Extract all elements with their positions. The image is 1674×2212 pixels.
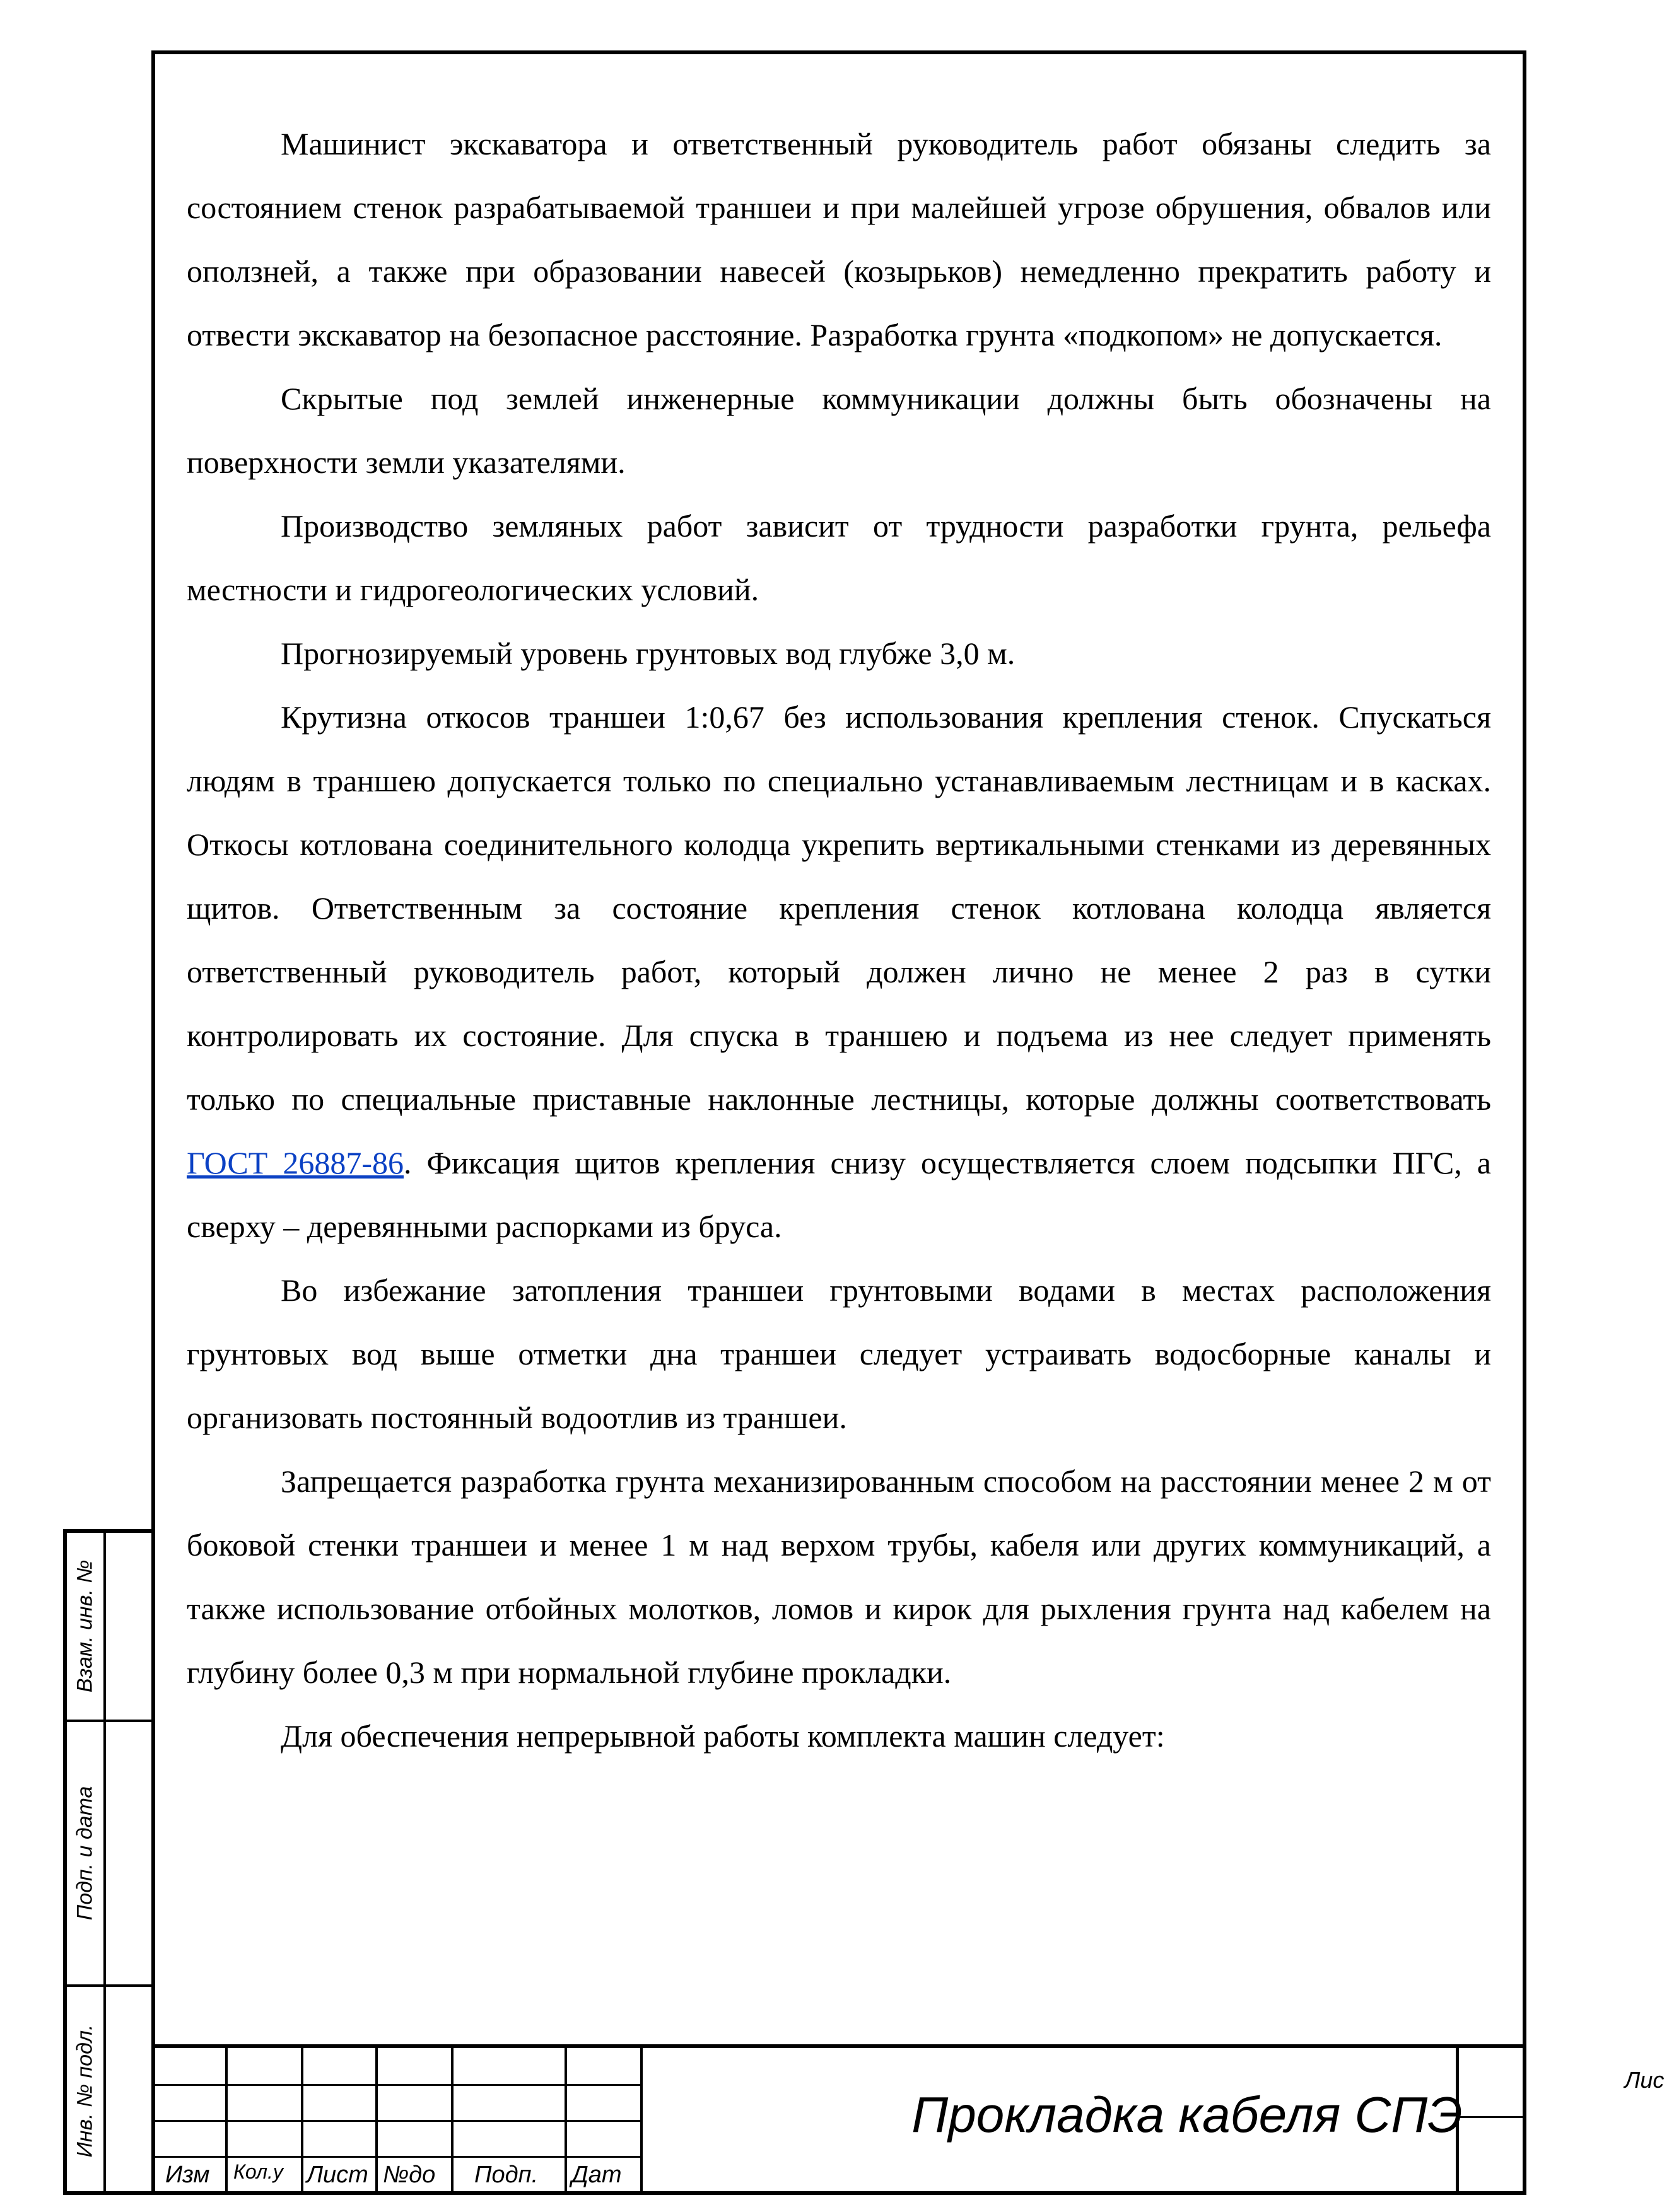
col-list: Лист <box>307 2162 368 2188</box>
paragraph-3: Производство земляных работ зависит от трудности разработки грунта, рельефа местности и гидрогеологических условий. <box>187 508 1491 607</box>
paragraph-4: Прогнозируемый уровень грунтовых вод глубже 3,0 м. <box>281 636 1016 671</box>
side-label-podp-data: Подп. и дата <box>73 1786 97 1921</box>
col-podp: Подп. <box>474 2162 539 2188</box>
side-cell-inv <box>67 1987 151 2195</box>
title-block <box>151 2044 1665 2195</box>
col-izm: Изм <box>165 2162 210 2188</box>
paragraph-6: Во избежание затопления траншеи грунтовыми водами в местах расположения грунтовых вод выше отметки дна траншеи следует устраивать водосборные каналы и организовать постоянный водоотлив из траншеи. <box>187 1272 1491 1435</box>
side-cell-vzam <box>67 1533 151 1722</box>
paragraph-7: Запрещается разработка грунта механизированным способом на расстоянии менее 2 м от боковой стенки траншеи и менее 1 м над верхом трубы, кабеля или других коммуникаций, а также использование отбойных молотков, ломов и кирок для рыхления грунта над кабелем на глубину более 0,3 м при нормальной глубине прокладки. <box>187 1464 1491 1690</box>
sheet-label: Лис <box>1624 2067 1665 2093</box>
paragraph-2: Скрытые под землей инженерные коммуникации должны быть обозначены на поверхности земли указателями. <box>187 381 1491 480</box>
document-title: Прокладка кабеля СПЭ <box>911 2087 1463 2143</box>
paragraph-8: Для обеспечения непрерывной работы комплекта машин следует: <box>281 1718 1165 1754</box>
gost-link[interactable]: ГОСТ 26887-86 <box>187 1145 404 1180</box>
side-stamp <box>63 1529 151 2195</box>
side-label-vzam-inv: Взам. инв. № <box>73 1559 97 1693</box>
side-label-inv-podl: Инв. № подл. <box>73 2024 97 2158</box>
paragraph-5-text-a: Крутизна откосов траншеи 1:0,67 без использования крепления стенок. Спускаться людям в траншею допускается только по специально устанавливаемым лестницам и в касках. Откосы котлована соединительного колодца укрепить вертикальными стенками из деревянных щитов. Ответственным за состояние крепления стенок котлована колодца является ответственный руководитель работ, который должен лично не менее 2 раз в сутки контролировать их состояние. Для спуска в траншею и подъема из нее следует применять только по специальные приставные наклонные лестницы, которые должны соответствовать <box>187 699 1491 1117</box>
document-body <box>187 112 1491 1768</box>
col-kol-u: Кол.у <box>233 2160 283 2183</box>
paragraph-5-text-b: . Фиксация щитов крепления снизу осуществляется слоем подсыпки ПГС, а сверху – деревянными распорками из бруса. <box>187 1145 1491 1244</box>
col-n-dok: №до <box>383 2162 436 2188</box>
paragraph-1: Машинист экскаватора и ответственный руководитель работ обязаны следить за состоянием стенок разрабатываемой траншеи и при малейшей угрозе обрушения, обвалов или оползней, а также при образовании навесей (козырьков) немедленно прекратить работу и отвести экскаватор на безопасное расстояние. Разработка грунта «подкопом» не допускается. <box>187 126 1491 352</box>
paragraph-5 <box>187 685 1491 1259</box>
side-cell-podp <box>67 1722 151 1987</box>
col-data: Дат <box>571 2162 622 2188</box>
